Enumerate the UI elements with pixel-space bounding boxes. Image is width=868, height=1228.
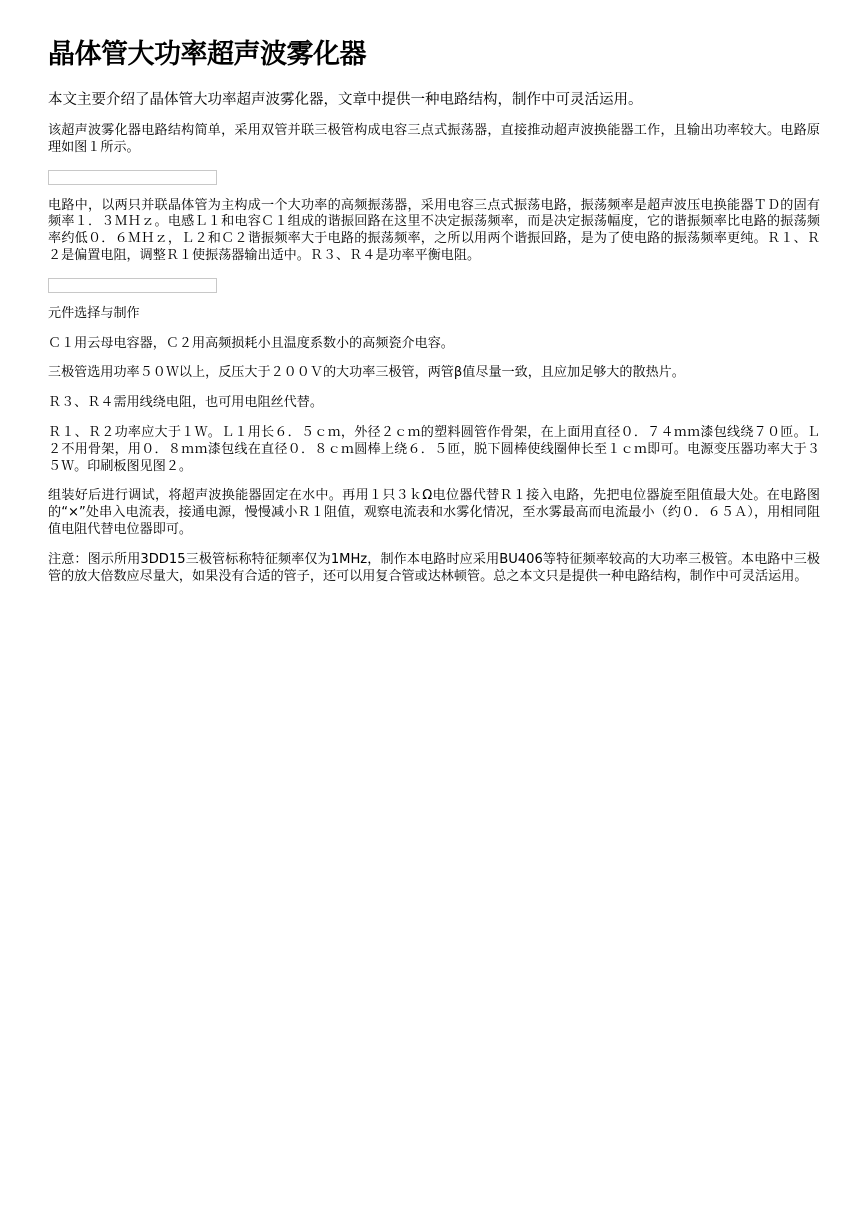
paragraph-4: 三极管选用功率５０Ｗ以上，反压大于２００Ｖ的大功率三极管，两管β值尽量一致，且应加足够大的散热片。 [48,365,685,381]
article [48,36,820,598]
paragraph-8: 注意：图示所用3DD15三极管标称特征频率仅为1MHz，制作本电路时应采用BU406等特征频率较高的大功率三极管。本电路中三极管的放大倍数应尽量大，如果没有合适的管子，还可以用复合管或达林顿管。总之本文只是提供一种电路结构，制作中可灵活运用。 [48,551,820,584]
section-heading: 元件选择与制作 [48,305,140,321]
paragraph-7: 组装好后进行调试，将超声波换能器固定在水中。再用１只３ｋΩ电位器代替Ｒ１接入电路，先把电位器旋至阻值最大处。在电路图的“×”处串入电流表，接通电源，慢慢减小Ｒ１阻值，观察电流表和水雾化情况，至水雾最高而电流最小（约０．６５Ａ），用相同阻值电阻代替电位器即可。 [48,488,820,537]
paragraph-5: Ｒ３、Ｒ４需用线绕电阻，也可用电阻丝代替。 [48,395,323,411]
figure-1-placeholder [48,170,217,185]
intro-text: 本文主要介绍了晶体管大功率超声波雾化器，文章中提供一种电路结构，制作中可灵活运用。 [48,92,643,108]
paragraph-3: Ｃ１用云母电容器，Ｃ２用高频损耗小且温度系数小的高频瓷介电容。 [48,335,454,351]
paragraph-2: 电路中，以两只并联晶体管为主构成一个大功率的高频振荡器，采用电容三点式振荡电路，振荡频率是超声波压电换能器ＴＤ的固有频率１．３ＭＨｚ。电感Ｌ１和电容Ｃ１组成的谐振回路在这里不决定振荡频率，而是决定振荡幅度，它的谐振频率比电路的振荡频率约低０．６ＭＨｚ，Ｌ２和Ｃ２谐振频率大于电路的振荡频率，之所以用两个谐振回路，是为了使电路的振荡频率更纯。Ｒ１、Ｒ２是偏置电阻，调整Ｒ１使振荡器输出适中。Ｒ３、Ｒ４是功率平衡电阻。 [48,197,820,263]
paragraph-1: 该超声波雾化器电路结构简单，采用双管并联三极管构成电容三点式振荡器，直接推动超声波换能器工作，且输出功率较大。电路原理如图１所示。 [48,123,820,155]
page-title: 晶体管大功率超声波雾化器 [48,39,366,70]
figure-2-placeholder [48,278,217,293]
paragraph-6: Ｒ１、Ｒ２功率应大于１Ｗ。Ｌ１用长６．５ｃｍ，外径２ｃｍ的塑料圆管作骨架，在上面用直径０．７４ｍｍ漆包线绕７０匝。Ｌ２不用骨架，用０．８ｍｍ漆包线在直径０．８ｃｍ圆棒上绕６．５匝，脱下圆棒使线圈伸长至１ｃｍ即可。电源变压器功率大于３５Ｗ。印刷板图见图２。 [48,424,820,474]
